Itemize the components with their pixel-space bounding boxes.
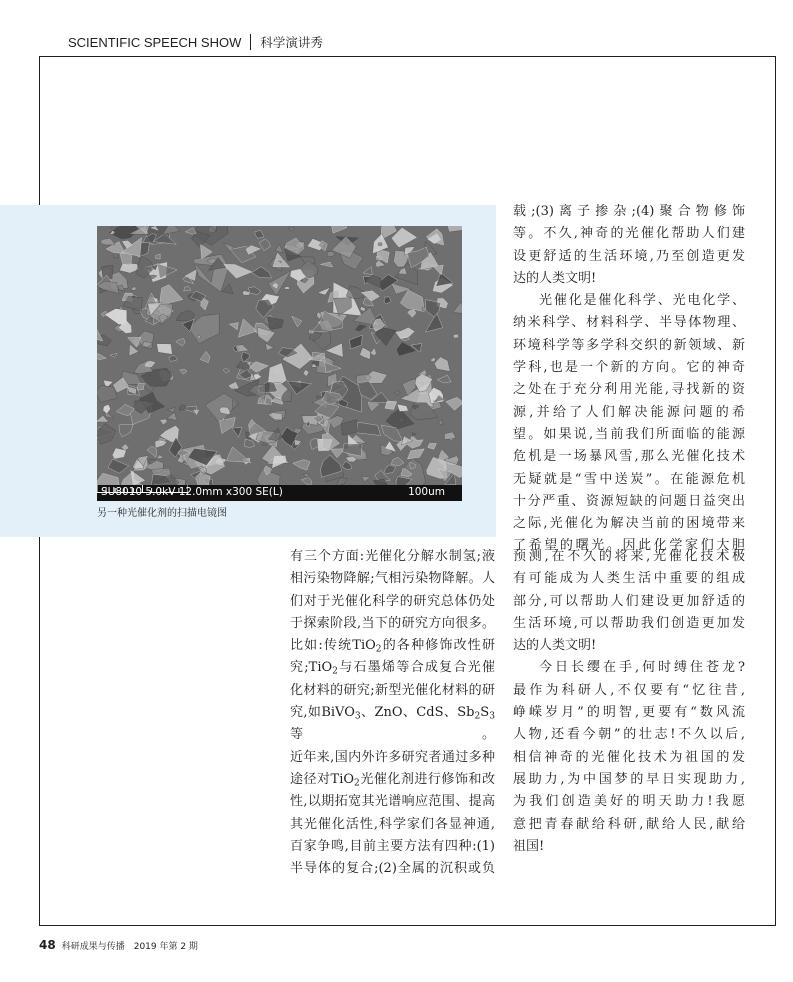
subscript: 2 xyxy=(375,644,382,655)
subscript: 3 xyxy=(489,711,495,722)
text-line: 光催化是催化科学、光电化学、 xyxy=(539,293,745,309)
text-line: 最作为科研人,不仅要有“忆往昔, xyxy=(513,682,745,698)
sem-texture xyxy=(97,226,462,485)
text-line: 设更舒适的生活环境,乃至创造更发 xyxy=(513,248,745,264)
issue-label: 2019 年第 2 期 xyxy=(133,942,198,952)
text-line: 之际,光催化为解决当前的困境带来 xyxy=(513,516,745,532)
text-span: 光催化剂进行修饰和改 xyxy=(359,771,495,787)
text-span: 比如:传统TiO xyxy=(290,638,376,654)
text-line: 相信神奇的光催化技术为祖国的发 xyxy=(513,749,745,765)
text-line: 源,并给了人们解决能源问题的希 xyxy=(513,404,745,420)
text-line: 达的人类文明! xyxy=(513,270,597,286)
text-span: 、ZnO、CdS、Sb xyxy=(360,705,475,721)
text-line: 等。不久,神奇的光催化帮助人们建 xyxy=(513,226,745,242)
subscript: 2 xyxy=(354,778,360,789)
text-line: 了希望的曙光。因此化学家们大胆 xyxy=(513,538,745,554)
sem-micrograph xyxy=(97,226,462,501)
text-line: 祖国! xyxy=(513,838,545,854)
text-line: 其光催化活性,科学家们各显神通, xyxy=(290,816,495,832)
text-line: 峥嵘岁月”的明智,更要有“数风流 xyxy=(513,705,745,721)
text-line: 今日长缨在手,何时缚住苍龙? xyxy=(539,660,745,676)
running-header xyxy=(68,32,323,52)
article-column-right-top xyxy=(513,201,745,558)
text-line: 载;(3)离子掺杂;(4)聚合物修饰 xyxy=(513,204,745,219)
text-line: 生活环境,可以帮助我们创造更加发 xyxy=(513,615,745,631)
text-line: 望。如果说,当前我们所面临的能源 xyxy=(513,426,745,442)
text-line: 之处在于充分利用光能,寻找新的资 xyxy=(513,382,745,398)
text-line: 意把青春献给科研,献给人民,献给 xyxy=(513,816,745,832)
text-line xyxy=(290,702,495,747)
text-line xyxy=(290,635,495,657)
text-span: 途径对TiO xyxy=(290,771,355,787)
text-line: 危机是一场暴风雪,那么光催化技术 xyxy=(513,449,745,465)
text-line: 展助力,为中国梦的早日实现助力, xyxy=(513,771,745,787)
text-span: 究,如BiVO xyxy=(290,705,355,721)
section-title-en: SCIENTIFIC SPEECH SHOW xyxy=(68,34,242,50)
text-span: 等。 xyxy=(290,727,495,743)
page-number: 48 xyxy=(39,938,56,952)
text-line xyxy=(290,769,495,791)
sem-parameters: SU8010 5.0kV 12.0mm x300 SE(L) xyxy=(101,486,283,498)
text-span: S xyxy=(480,705,490,721)
page-footer xyxy=(39,938,198,952)
journal-name: 科研成果与传播 xyxy=(61,942,125,952)
text-line: 化材料的研究;新型光催化材料的研 xyxy=(290,682,495,698)
article-column-left xyxy=(290,546,495,880)
section-title-cn: 科学演讲秀 xyxy=(260,35,323,50)
article-column-right-bottom xyxy=(513,546,745,858)
text-line: 人物,还看今朝”的壮志!不久以后, xyxy=(513,727,745,743)
subscript: 2 xyxy=(474,711,481,722)
text-line: 学科,也是一个新的方向。它的神奇 xyxy=(513,360,745,376)
text-line: 预测,在不久的将来,光催化技术极 xyxy=(513,549,745,564)
subscript: 3 xyxy=(354,711,361,722)
text-line: 们对于光催化科学的研究总体仍处 xyxy=(290,593,495,609)
text-line: 百家争鸣,目前主要方法有四种:(1) xyxy=(290,838,495,854)
text-line: 半导体的复合;(2)全属的沉积或负 xyxy=(290,861,495,877)
text-line xyxy=(290,657,495,679)
sem-info-bar xyxy=(97,485,462,501)
text-line: 于探索阶段,当下的研究方向很多。 xyxy=(290,615,495,631)
text-line: 纳米科学、材料科学、半导体物理、 xyxy=(513,315,745,331)
text-line: 部分,可以帮助人们建设更加舒适的 xyxy=(513,593,745,609)
text-line: 为我们创造美好的明天助力!我愿 xyxy=(513,794,745,810)
text-line: 环境科学等多学科交织的新领域、新 xyxy=(513,337,745,353)
text-span: 究;TiO xyxy=(290,660,333,676)
text-line: 有三个方面:光催化分解水制氢;液 xyxy=(290,549,495,564)
header-divider xyxy=(250,34,251,50)
subscript: 2 xyxy=(332,666,338,677)
text-line: 相污染物降解;气相污染物降解。人 xyxy=(290,571,495,587)
text-span: 与石墨烯等合成复合光催 xyxy=(337,660,495,676)
text-line: 十分严重、资源短缺的问题日益突出 xyxy=(513,493,745,509)
text-line: 达的人类文明! xyxy=(513,638,597,654)
figure-caption: 另一种光催化剂的扫描电镜图 xyxy=(97,508,227,519)
text-line: 无疑就是“雪中送炭”。在能源危机 xyxy=(513,471,745,487)
scale-label: 100um xyxy=(408,486,445,498)
text-span: 的各种修饰改性研 xyxy=(381,638,495,654)
text-line: 有可能成为人类生活中重要的组成 xyxy=(513,571,745,587)
text-line: 近年来,国内外许多研究者通过多种 xyxy=(290,749,495,765)
text-line: 性,以期拓宽其光谱响应范围、提高 xyxy=(290,794,495,810)
